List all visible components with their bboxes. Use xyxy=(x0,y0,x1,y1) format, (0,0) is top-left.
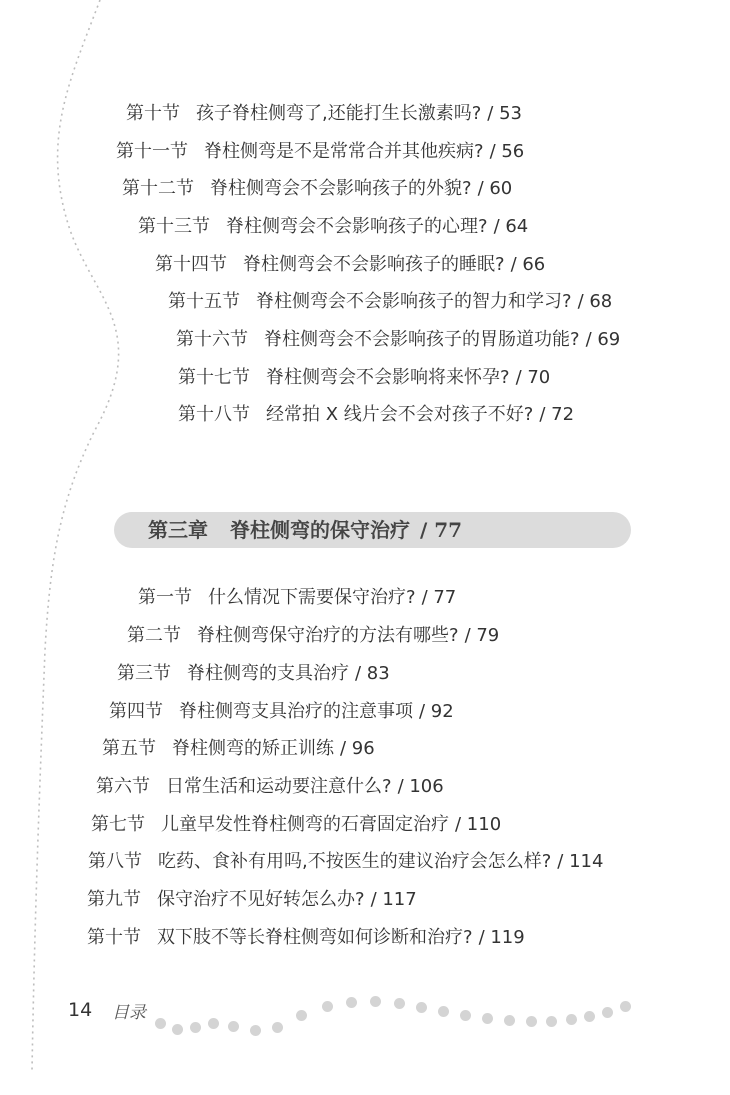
toc-entry[interactable] xyxy=(91,813,501,837)
toc-page-number: / 114 xyxy=(557,851,604,872)
toc-section-title: 脊柱侧弯会不会影响孩子的智力和学习? xyxy=(256,291,572,312)
chapter-heading[interactable] xyxy=(148,515,462,545)
toc-page-number: / 79 xyxy=(464,625,500,646)
toc-entry[interactable] xyxy=(96,775,444,799)
toc-page-number: / 69 xyxy=(585,329,621,350)
toc-entry[interactable] xyxy=(138,586,456,610)
decorative-dot xyxy=(250,1025,261,1036)
toc-entry[interactable] xyxy=(116,140,524,164)
toc-section-title: 什么情况下需要保守治疗? xyxy=(208,587,416,608)
toc-section-number: 第八节 xyxy=(88,851,142,872)
toc-page-number: / 117 xyxy=(370,889,417,910)
toc-entry[interactable] xyxy=(88,850,603,874)
toc-section-title: 保守治疗不见好转怎么办? xyxy=(157,889,365,910)
page-number: 14 xyxy=(68,999,93,1021)
decorative-dot xyxy=(155,1018,166,1029)
toc-page-number: / 68 xyxy=(577,291,613,312)
decorative-dot xyxy=(460,1010,471,1021)
toc-section-number: 第三节 xyxy=(117,663,171,684)
toc-section-number: 第十节 xyxy=(126,103,180,124)
toc-entry[interactable] xyxy=(176,328,620,352)
toc-section-title: 吃药、食补有用吗,不按医生的建议治疗会怎么样? xyxy=(158,851,552,872)
toc-section-title: 脊柱侧弯会不会影响孩子的心理? xyxy=(226,216,488,237)
toc-page-number: / 56 xyxy=(489,141,525,162)
decorative-dot xyxy=(208,1018,219,1029)
toc-section-title: 脊柱侧弯保守治疗的方法有哪些? xyxy=(197,625,459,646)
toc-section-title: 日常生活和运动要注意什么? xyxy=(166,776,392,797)
toc-section-number: 第十四节 xyxy=(155,254,227,275)
toc-section-title: 双下肢不等长脊柱侧弯如何诊断和治疗? xyxy=(157,927,473,948)
decorative-dot xyxy=(228,1021,239,1032)
decorative-dot xyxy=(504,1015,515,1026)
toc-page-number: / 60 xyxy=(477,178,513,199)
toc-entry[interactable] xyxy=(122,177,512,201)
toc-entry[interactable] xyxy=(178,366,550,390)
toc-section-number: 第十六节 xyxy=(176,329,248,350)
toc-section-number: 第二节 xyxy=(127,625,181,646)
toc-entry[interactable] xyxy=(87,888,417,912)
decorative-dot xyxy=(584,1011,595,1022)
toc-page-number: / 106 xyxy=(397,776,444,797)
toc-section-number: 第十节 xyxy=(87,927,141,948)
toc-page-number: / 70 xyxy=(515,367,551,388)
toc-section-title: 脊柱侧弯支具治疗的注意事项 xyxy=(179,701,413,722)
toc-entry[interactable] xyxy=(168,290,612,314)
decorative-dot xyxy=(296,1010,307,1021)
toc-section-title: 脊柱侧弯会不会影响将来怀孕? xyxy=(266,367,510,388)
toc-page-number: / 72 xyxy=(539,404,575,425)
toc-page-number: / 64 xyxy=(493,216,529,237)
decorative-dot xyxy=(394,998,405,1009)
toc-section-number: 第四节 xyxy=(109,701,163,722)
chapter-title: 脊柱侧弯的保守治疗 xyxy=(230,518,410,542)
toc-section-title: 脊柱侧弯会不会影响孩子的外貌? xyxy=(210,178,472,199)
toc-page-number: / 53 xyxy=(487,103,522,124)
toc-entry[interactable] xyxy=(126,102,522,126)
toc-section-number: 第五节 xyxy=(102,738,156,759)
toc-section-number: 第十一节 xyxy=(116,141,188,162)
toc-section-number: 第十五节 xyxy=(168,291,240,312)
running-title: 目录 xyxy=(112,1003,146,1023)
decorative-dot xyxy=(172,1024,183,1035)
decorative-dot xyxy=(346,997,357,1008)
decorative-dot xyxy=(370,996,381,1007)
toc-entry[interactable] xyxy=(127,624,499,648)
decorative-dot xyxy=(482,1013,493,1024)
toc-entry[interactable] xyxy=(178,403,574,427)
toc-entry[interactable] xyxy=(87,926,525,950)
chapter-page-number: / 77 xyxy=(420,518,463,542)
toc-section-number: 第十七节 xyxy=(178,367,250,388)
toc-page-number: / 66 xyxy=(510,254,546,275)
toc-section-title: 脊柱侧弯会不会影响孩子的睡眠? xyxy=(243,254,505,275)
toc-section-number: 第十三节 xyxy=(138,216,210,237)
toc-section-title: 脊柱侧弯会不会影响孩子的胃肠道功能? xyxy=(264,329,580,350)
toc-section-title: 孩子脊柱侧弯了,还能打生长激素吗? xyxy=(196,103,482,124)
toc-entry[interactable] xyxy=(117,662,390,686)
decorative-dot xyxy=(322,1001,333,1012)
toc-page-number: / 119 xyxy=(478,927,525,948)
decorative-dot xyxy=(190,1022,201,1033)
decorative-dot xyxy=(272,1022,283,1033)
toc-entry[interactable] xyxy=(155,253,545,277)
decorative-dot xyxy=(620,1001,631,1012)
decorative-dot xyxy=(438,1006,449,1017)
toc-section-number: 第一节 xyxy=(138,587,192,608)
toc-entry[interactable] xyxy=(109,700,454,724)
toc-entry[interactable] xyxy=(138,215,528,239)
toc-section-number: 第九节 xyxy=(87,889,141,910)
toc-section-title: 脊柱侧弯的支具治疗 xyxy=(187,663,349,684)
toc-page-number: / 96 xyxy=(340,738,375,759)
toc-section-title: 脊柱侧弯的矫正训练 xyxy=(172,738,334,759)
toc-section-number: 第十二节 xyxy=(122,178,194,199)
decorative-dot xyxy=(526,1016,537,1027)
toc-section-number: 第七节 xyxy=(91,814,145,835)
toc-entry[interactable] xyxy=(102,737,375,761)
chapter-number: 第三章 xyxy=(148,518,208,542)
toc-page-number: / 83 xyxy=(355,663,390,684)
decorative-dot xyxy=(566,1014,577,1025)
decorative-dot xyxy=(416,1002,427,1013)
toc-section-title: 儿童早发性脊柱侧弯的石膏固定治疗 xyxy=(161,814,449,835)
toc-page-number: / 110 xyxy=(455,814,502,835)
toc-section-title: 脊柱侧弯是不是常常合并其他疾病? xyxy=(204,141,484,162)
toc-page-number: / 77 xyxy=(421,587,457,608)
toc-section-number: 第十八节 xyxy=(178,404,250,425)
decorative-dot xyxy=(546,1016,557,1027)
toc-section-title: 经常拍 X 线片会不会对孩子不好? xyxy=(266,404,534,425)
decorative-dot xyxy=(602,1007,613,1018)
toc-section-number: 第六节 xyxy=(96,776,150,797)
toc-page-number: / 92 xyxy=(419,701,454,722)
